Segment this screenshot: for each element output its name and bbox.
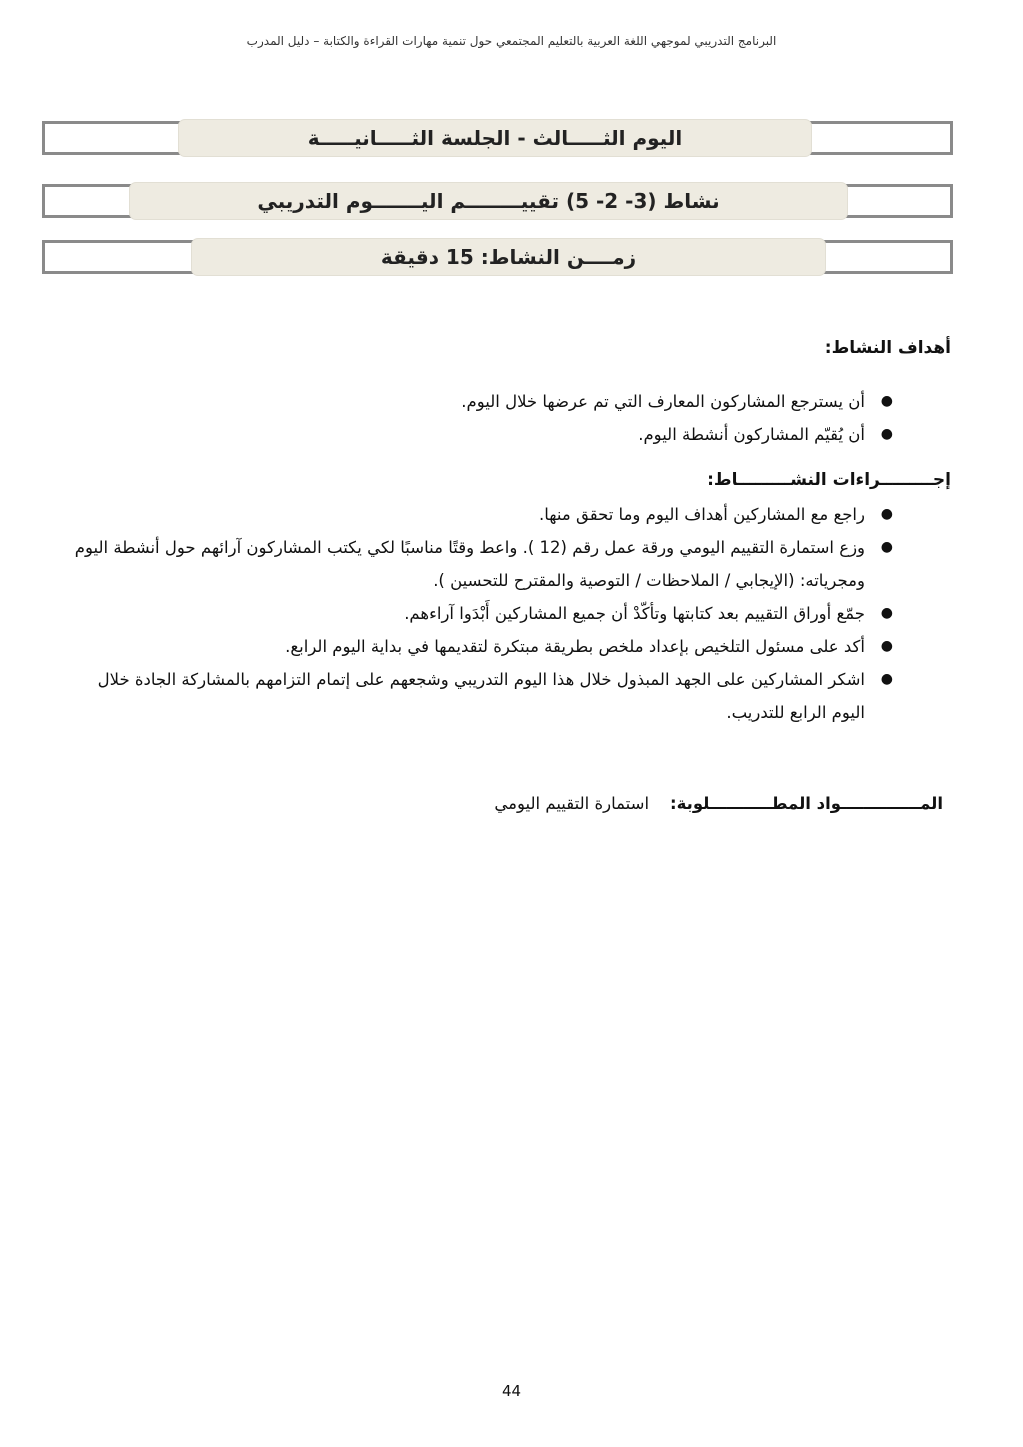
- objectives-list: [71, 385, 951, 451]
- procedure-text: جمّع أوراق التقييم بعد كتابتها وتأكّدْ أن جميع المشاركين أَبْدَوا آراءهم.: [404, 604, 865, 623]
- objective-text: أن يُقيّم المشاركون أنشطة اليوم.: [638, 425, 865, 444]
- bullet-icon: ●: [880, 506, 893, 522]
- activity-banner-frame: [42, 184, 953, 218]
- procedure-text: راجع مع المشاركين أهداف اليوم وما تحقق منها.: [539, 505, 865, 524]
- objectives-title: أهداف النشاط:: [824, 338, 951, 358]
- bullet-icon: ●: [880, 539, 893, 555]
- list-item: [71, 630, 951, 663]
- procedure-text: وزع استمارة التقييم اليومي ورقة عمل رقم (12 ). واعط وقتًا مناسبًا لكي يكتب المشاركون آرائهم حول أنشطة اليوم ومجرياته: (الإيجابي / الملاحظات / التوصية والمقترح للتحسين ).: [74, 538, 865, 590]
- session-banner-frame: [42, 121, 953, 155]
- session-banner: اليوم الثـــــالث - الجلسة الثـــــانيـــــة: [179, 120, 811, 156]
- materials-value: استمارة التقييم اليومي: [494, 794, 650, 813]
- procedures-list: [71, 498, 951, 729]
- list-item: [71, 418, 951, 451]
- bullet-icon: ●: [880, 605, 893, 621]
- bullet-icon: ●: [880, 426, 893, 442]
- bullet-icon: ●: [880, 671, 893, 687]
- materials-line: [494, 794, 943, 813]
- list-item: [71, 498, 951, 531]
- page-number: 44: [501, 1382, 522, 1400]
- objective-text: أن يسترجع المشاركون المعارف التي تم عرضها خلال اليوم.: [461, 392, 865, 411]
- materials-label: المــــــــــــــواد المطـــــــــــلوبة:: [670, 794, 943, 813]
- duration-banner-frame: [42, 240, 953, 274]
- procedure-text: اشكر المشاركين على الجهد المبذول خلال هذا اليوم التدريبي وشجعهم على إتمام التزامهم بالمشاركة الجادة خلال اليوم الرابع للتدريب.: [97, 670, 865, 722]
- procedures-title: إجـــــــــراءات النشـــــــــاط:: [707, 470, 951, 490]
- duration-banner: زمــــن النشاط: 15 دقيقة: [192, 239, 825, 275]
- list-item: [71, 597, 951, 630]
- list-item: [71, 663, 951, 729]
- activity-banner: نشاط (3- 2- 5) تقييــــــــم اليـــــــوم التدريبي: [130, 183, 847, 219]
- bullet-icon: ●: [880, 638, 893, 654]
- running-header: البرنامج التدريبي لموجهي اللغة العربية بالتعليم المجتمعي حول تنمية مهارات القراءة والكتابة – دليل المدرب: [246, 34, 777, 48]
- procedure-text: أكد على مسئول التلخيص بإعداد ملخص بطريقة مبتكرة لتقديمها في بداية اليوم الرابع.: [285, 637, 865, 656]
- list-item: [71, 385, 951, 418]
- list-item: [71, 531, 951, 597]
- bullet-icon: ●: [880, 393, 893, 409]
